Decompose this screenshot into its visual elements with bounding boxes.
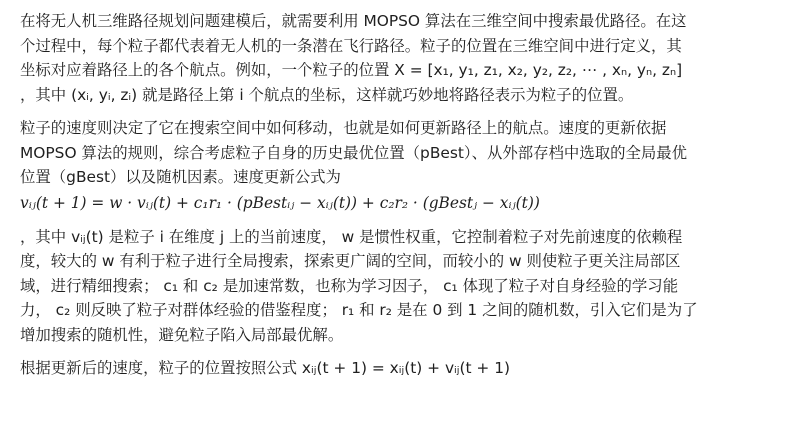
paragraph-particle-position — [20, 9, 796, 107]
paragraph-position-update — [20, 356, 796, 381]
text-line: ，其中 vᵢⱼ(t) 是粒子 i 在维度 j 上的当前速度， w 是惯性权重，它控制着粒子对先前速度的依赖程 — [20, 227, 683, 246]
text-line: 增加搜索的随机性，避免粒子陷入局部最优解。 — [20, 325, 344, 344]
text-line: MOPSO 算法的规则，综合考虑粒子自身的历史最优位置（pBest）、从外部存档中选取的全局最优 — [20, 143, 688, 162]
velocity-update-formula: vᵢⱼ(t + 1) = w · vᵢⱼ(t) + c₁r₁ · (pBestᵢⱼ − xᵢⱼ(t)) + c₂r₂ · (gBestⱼ − xᵢⱼ(t)) — [20, 193, 540, 212]
paragraph-particle-velocity — [20, 116, 796, 216]
text-line: 位置（gBest）以及随机因素。速度更新公式为 — [20, 168, 341, 186]
text-line: 在将无人机三维路径规划问题建模后，就需要利用 MOPSO 算法在三维空间中搜索最优路径。在这 — [20, 12, 687, 30]
text-line: 粒子的速度则决定了它在搜索空间中如何移动，也就是如何更新路径上的航点。速度的更新依据 — [20, 119, 667, 137]
text-line: 个过程中，每个粒子都代表着无人机的一条潜在飞行路径。粒子的位置在三维空间中进行定义，其 — [20, 36, 682, 55]
paragraph-parameter-explanation — [20, 225, 796, 348]
text-line: 坐标对应着路径上的各个航点。例如，一个粒子的位置 X = [x₁, y₁, z₁, x₂, y₂, z₂, ⋯ , xₙ, yₙ, zₙ] — [20, 61, 683, 79]
text-line: ，其中 (xᵢ, yᵢ, zᵢ) 就是路径上第 i 个航点的坐标，这样就巧妙地将路径表示为粒子的位置。 — [20, 85, 634, 104]
text-line: 域，进行精细搜索； c₁ 和 c₂ 是加速常数，也称为学习因子， c₁ 体现了粒子对自身经验的学习能 — [20, 276, 679, 295]
text-line: 根据更新后的速度，粒子的位置按照公式 xᵢⱼ(t + 1) = xᵢⱼ(t) + vᵢⱼ(t + 1) — [20, 359, 511, 377]
text-line: 力， c₂ 则反映了粒子对群体经验的借鉴程度； r₁ 和 r₂ 是在 0 到 1 之间的随机数，引入它们是为了 — [20, 301, 698, 319]
text-line: 度，较大的 w 有利于粒子进行全局搜索，探索更广阔的空间，而较小的 w 则使粒子更关注局部区 — [20, 252, 681, 270]
